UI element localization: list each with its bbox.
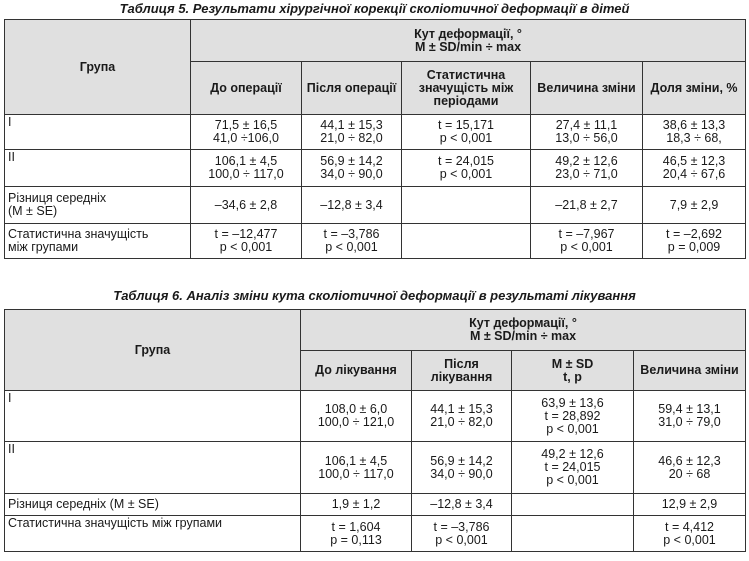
- table6-col-after: Після лікування: [412, 351, 512, 391]
- table6-col-change: Величина зміни: [634, 351, 746, 391]
- table-row: [5, 391, 746, 442]
- table-cell: 106,1 ± 4,5 100,0 ÷ 117,0: [301, 442, 412, 494]
- table-cell: 71,5 ± 16,5 41,0 ÷106,0: [191, 115, 302, 150]
- table6-group-header: Група: [5, 310, 301, 391]
- table5-col-change-share: Доля зміни, %: [643, 62, 746, 115]
- table5-col-before: До операції: [191, 62, 302, 115]
- table-row: [5, 442, 746, 494]
- table-cell: 44,1 ± 15,3 21,0 ÷ 82,0: [412, 391, 512, 442]
- table-cell: t = 15,171 p < 0,001: [402, 115, 531, 150]
- table-cell: 106,1 ± 4,5 100,0 ÷ 117,0: [191, 150, 302, 187]
- table-cell: t = –3,786 p < 0,001: [412, 516, 512, 552]
- table-cell-empty: [402, 224, 531, 259]
- table-cell: 1,9 ± 1,2: [301, 494, 412, 516]
- table-row: [5, 224, 746, 259]
- table5: [4, 19, 746, 259]
- table-cell: 59,4 ± 13,1 31,0 ÷ 79,0: [634, 391, 746, 442]
- row-label: Різниця середніх (M ± SE): [5, 187, 191, 224]
- table-cell: 46,5 ± 12,3 20,4 ÷ 67,6: [643, 150, 746, 187]
- table6-col-stat: M ± SD t, p: [512, 351, 634, 391]
- table-cell: 12,9 ± 2,9: [634, 494, 746, 516]
- table6-angle-header-line2: M ± SD/min ÷ max: [469, 329, 577, 343]
- table-cell: 49,2 ± 12,6 23,0 ÷ 71,0: [531, 150, 643, 187]
- table5-col-significance: Статистична значущість між періодами: [402, 62, 531, 115]
- table-cell: t = –12,477 p < 0,001: [191, 224, 302, 259]
- table5-angle-header-line1: Кут деформації, °: [414, 26, 522, 41]
- table6-angle-header: [301, 310, 746, 351]
- table-cell: –21,8 ± 2,7: [531, 187, 643, 224]
- table-cell: 108,0 ± 6,0 100,0 ÷ 121,0: [301, 391, 412, 442]
- table6-caption: Таблиця 6. Аналіз зміни кута сколіотичної деформації в результаті лікування: [113, 288, 636, 303]
- row-label: II: [5, 150, 191, 187]
- row-label: Статистична значущість між групами: [5, 516, 301, 552]
- row-label: Статистична значущість між групами: [5, 224, 191, 259]
- table-cell: –34,6 ± 2,8: [191, 187, 302, 224]
- table-cell: t = 24,015 p < 0,001: [402, 150, 531, 187]
- table-cell-empty: [402, 187, 531, 224]
- table6-col-before: До лікування: [301, 351, 412, 391]
- table-row: [5, 187, 746, 224]
- table-row: [5, 115, 746, 150]
- table-cell: t = 1,604 p = 0,113: [301, 516, 412, 552]
- table5-col-change: Величина зміни: [531, 62, 643, 115]
- table-row: [5, 150, 746, 187]
- row-label: I: [5, 391, 301, 442]
- table-cell: 49,2 ± 12,6 t = 24,015 p < 0,001: [512, 442, 634, 494]
- row-label: Різниця середніх (M ± SE): [5, 494, 301, 516]
- table-cell: 38,6 ± 13,3 18,3 ÷ 68,: [643, 115, 746, 150]
- table-cell: 44,1 ± 15,3 21,0 ÷ 82,0: [302, 115, 402, 150]
- table-cell-empty: [512, 494, 634, 516]
- table-cell: t = –7,967 p < 0,001: [531, 224, 643, 259]
- table5-angle-header-line2: M ± SD/min ÷ max: [414, 39, 522, 54]
- table-cell: –12,8 ± 3,4: [302, 187, 402, 224]
- table-cell: t = –2,692 p = 0,009: [643, 224, 746, 259]
- table-cell: 7,9 ± 2,9: [643, 187, 746, 224]
- table-cell: 46,6 ± 12,3 20 ÷ 68: [634, 442, 746, 494]
- table5-caption: Таблиця 5. Результати хірургічної корекції сколіотичної деформації в дітей: [119, 1, 630, 16]
- table-cell: 27,4 ± 11,1 13,0 ÷ 56,0: [531, 115, 643, 150]
- table-cell: 63,9 ± 13,6 t = 28,892 p < 0,001: [512, 391, 634, 442]
- table-cell: 56,9 ± 14,2 34,0 ÷ 90,0: [412, 442, 512, 494]
- table-row: [5, 516, 746, 552]
- table5-angle-header: [191, 20, 746, 62]
- table6-angle-header-line1: Кут деформації, °: [469, 316, 577, 330]
- table5-group-header: Група: [5, 20, 191, 115]
- table-cell-empty: [512, 516, 634, 552]
- table-cell: –12,8 ± 3,4: [412, 494, 512, 516]
- table5-col-after: Після операції: [302, 62, 402, 115]
- row-label: I: [5, 115, 191, 150]
- table-cell: t = –3,786 p < 0,001: [302, 224, 402, 259]
- table-cell: 56,9 ± 14,2 34,0 ÷ 90,0: [302, 150, 402, 187]
- table6: [4, 309, 746, 552]
- table-cell: t = 4,412 p < 0,001: [634, 516, 746, 552]
- table-row: [5, 494, 746, 516]
- row-label: II: [5, 442, 301, 494]
